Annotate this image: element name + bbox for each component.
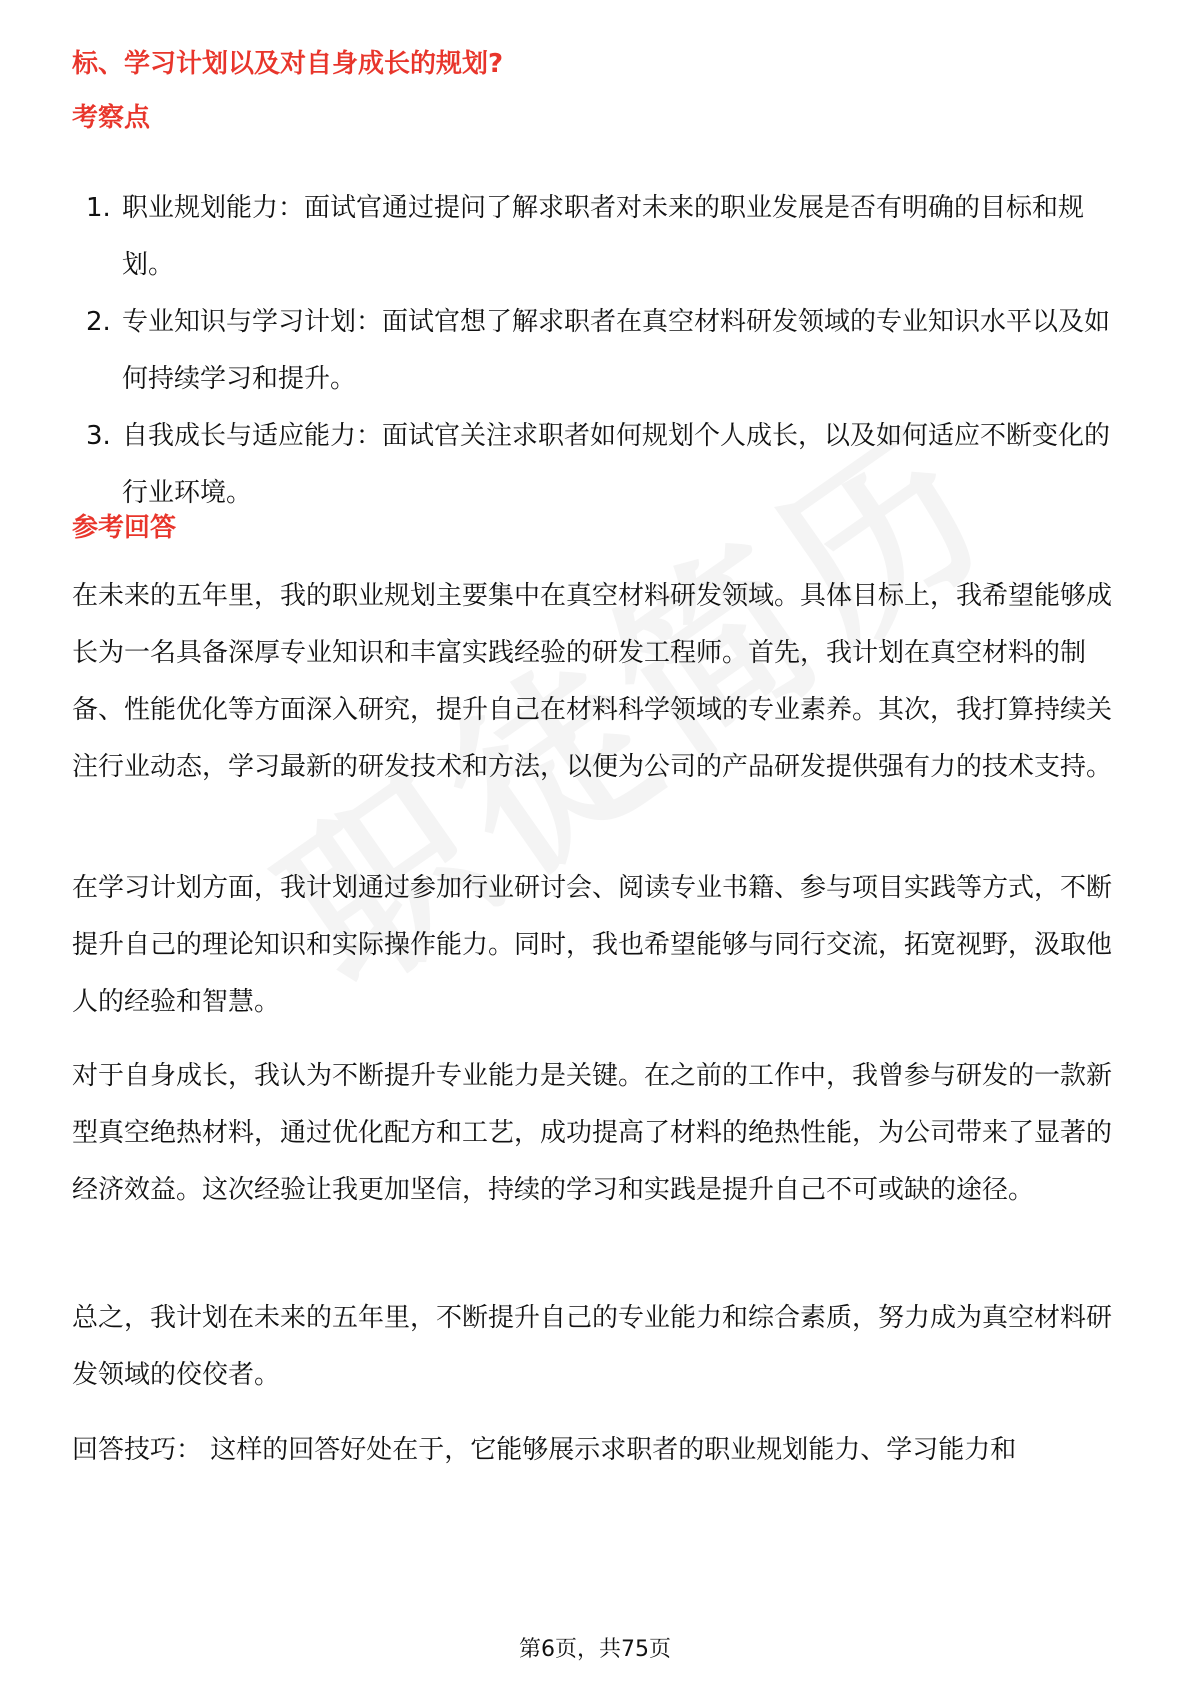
list-item [72,408,1112,522]
section-title-exam-points: 考察点 [72,103,151,133]
list-item-number: 2. [86,307,111,337]
answer-tip: 回答技巧： 这样的回答好处在于，它能够展示求职者的职业规划能力、学习能力和 [72,1435,1017,1465]
exam-points-list [72,180,1112,522]
answer-paragraph: 在未来的五年里，我的职业规划主要集中在真空材料研发领域。具体目标上，我希望能够成长为一名具备深厚专业知识和丰富实践经验的研发工程师。首先，我计划在真空材料的制备、性能优化等方面深入研究，提升自己在材料科学领域的专业素养。其次，我打算持续关注行业动态，学习最新的研发技术和方法，以便为公司的产品研发提供强有力的技术支持。 [72,581,1113,782]
list-item-text: 自我成长与适应能力：面试官关注求职者如何规划个人成长，以及如何适应不断变化的行业环境。 [122,421,1111,508]
list-item [72,294,1112,408]
answer-paragraph: 在学习计划方面，我计划通过参加行业研讨会、阅读专业书籍、参与项目实践等方式，不断提升自己的理论知识和实际操作能力。同时，我也希望能够与同行交流，拓宽视野，汲取他人的经验和智慧。 [72,873,1113,1017]
list-item-text: 职业规划能力：面试官通过提问了解求职者对未来的职业发展是否有明确的目标和规划。 [122,193,1085,280]
page-number: 第6页，共75页 [519,1637,671,1662]
list-item-number: 3. [86,421,111,451]
list-item-number: 1. [86,193,111,223]
list-item [72,180,1112,294]
list-item-text: 专业知识与学习计划：面试官想了解求职者在真空材料研发领域的专业知识水平以及如何持续学习和提升。 [122,307,1111,394]
answer-paragraph: 总之，我计划在未来的五年里，不断提升自己的专业能力和综合素质，努力成为真空材料研发领域的佼佼者。 [72,1303,1113,1390]
top-heading: 标、学习计划以及对自身成长的规划? [72,49,504,79]
section-title-reference-answer: 参考回答 [72,513,177,543]
answer-paragraph: 对于自身成长，我认为不断提升专业能力是关键。在之前的工作中，我曾参与研发的一款新型真空绝热材料，通过优化配方和工艺，成功提高了材料的绝热性能，为公司带来了显著的经济效益。这次经验让我更加坚信，持续的学习和实践是提升自己不可或缺的途径。 [72,1061,1113,1205]
